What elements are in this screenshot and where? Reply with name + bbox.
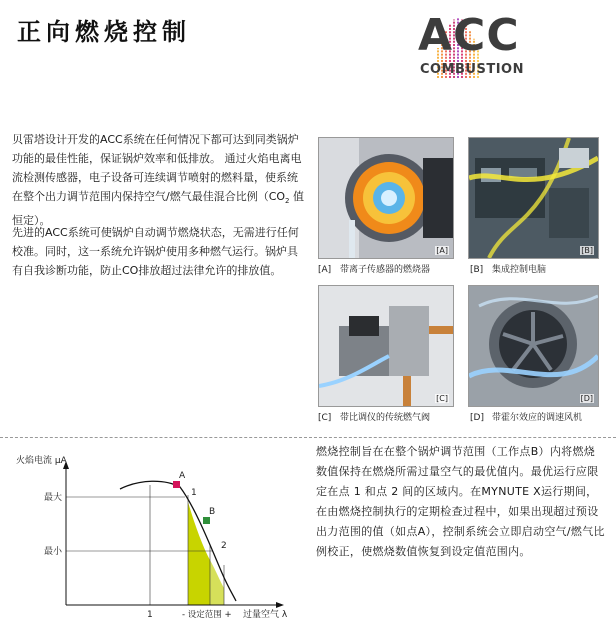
y-axis-label: 火焰电流 μA: [16, 456, 67, 466]
x-axis-arrow: [276, 602, 284, 608]
point-a-marker: [173, 481, 180, 488]
features-paragraph: 先进的ACC系统可使锅炉自动调节燃烧状态，无需进行任何校准。同时，这一系统允许锅炉使用多种燃气运行。锅炉具有自我诊断功能，防止CO排放超过法律允许的排放值。: [12, 226, 299, 277]
y-tick-max: 最大: [44, 493, 63, 503]
set-range-band-right: [210, 560, 224, 605]
point-b-marker: [203, 517, 210, 524]
point-a-label: A: [179, 471, 186, 481]
photo-gas-valve: [318, 285, 454, 407]
photo-b-caption: [B] 集成控制电脑: [470, 265, 547, 275]
page-title: 正向燃烧控制: [17, 18, 191, 46]
x-range-label: - 设定范围 +: [182, 610, 232, 620]
photo-d-tag: [D]: [580, 394, 593, 403]
photo-control-board: [468, 137, 599, 259]
point-b-label: B: [209, 507, 216, 517]
photo-burner: [318, 137, 454, 259]
intro-paragraph: 贝雷塔设计开发的ACC系统在任何情况下都可达到同类锅炉功能的最佳性能，保证锅炉效率和低排放。 通过火焰电离电流检测传感器，电子设备可连续调节喷射的燃料量，使系统在整个出力调节范围内保持空气/燃气最佳混合比例（$CO_2$ 值恒定）。: [12, 133, 305, 228]
combustion-diagram: [0, 445, 310, 632]
x-axis-label: 过量空气 λ: [243, 610, 288, 620]
logo-acc-text: ACC: [418, 10, 520, 61]
y-tick-min: 最小: [44, 547, 63, 557]
photo-c-caption: [C] 带比调仪的传统燃气阀: [318, 413, 431, 423]
photo-a-tag: [A]: [436, 246, 448, 255]
photo-c-tag: [C]: [436, 394, 448, 403]
section-divider: [0, 437, 616, 438]
logo-combustion-text: COMBUSTION: [420, 62, 524, 77]
control-description: 燃烧控制旨在在整个锅炉调节范围（工作点B）内将燃烧数值保持在燃烧所需过量空气的最优值内。最优运行应限定在点 1 和点 2 间的区域内。在MYNUTE X运行期间，在由燃烧控制执行的定期检查过程中，如果出现超过预设出力范围的值（如点A），控制系统会立即启动空气/燃气比例校正，使燃烧数值恢复到设定值范围内。: [316, 445, 605, 558]
point-1-label: 1: [191, 488, 197, 498]
point-2-label: 2: [221, 541, 227, 551]
x-tick-1: 1: [147, 610, 153, 620]
photo-b-tag: [B]: [581, 246, 593, 255]
photo-fan: [468, 285, 599, 407]
photo-a-caption: [A] 带离子传感器的燃烧器: [318, 265, 431, 275]
photo-d-caption: [D] 带霍尔效应的调速风机: [470, 413, 583, 423]
